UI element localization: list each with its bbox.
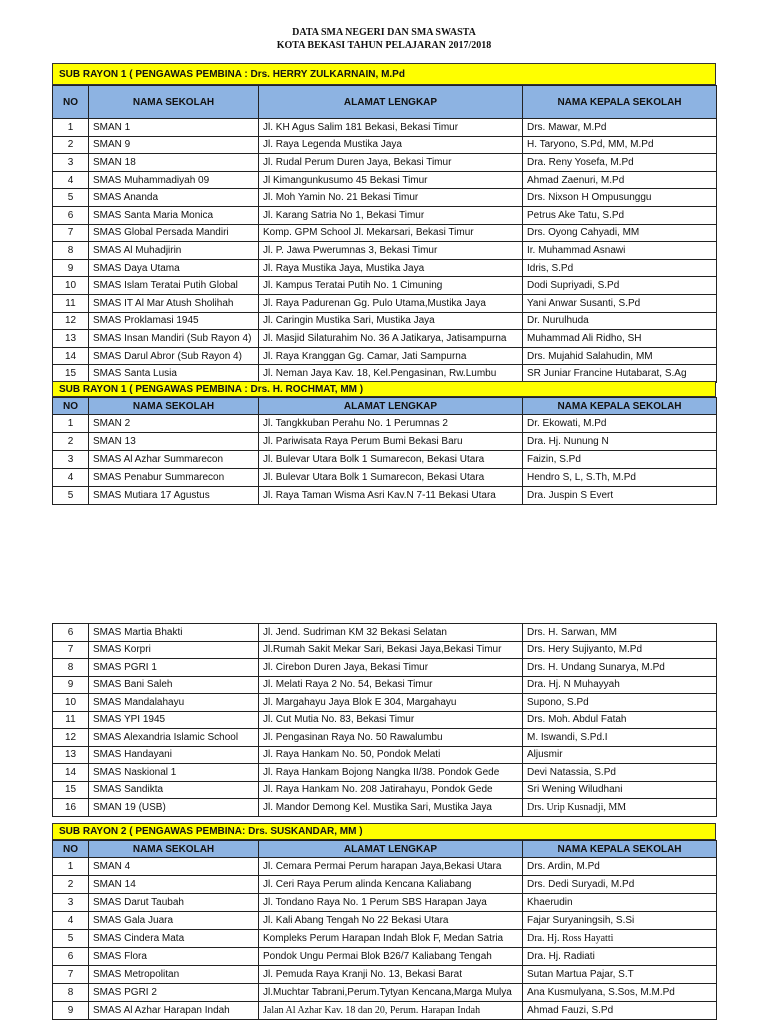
table-row — [53, 433, 717, 451]
cell-kepala: Drs. Mujahid Salahudin, MM — [523, 347, 717, 365]
cell-no: 12 — [53, 729, 89, 747]
cell-no: 4 — [53, 171, 89, 189]
cell-nama: SMAS Martia Bhakti — [89, 624, 259, 642]
cell-kepala: Drs. Urip Kusnadji, MM — [523, 799, 717, 817]
cell-alamat: Jl. Raya Legenda Mustika Jaya — [259, 136, 523, 154]
cell-kepala: Hendro S, L, S.Th, M.Pd — [523, 469, 717, 487]
header-no: NO — [53, 86, 89, 119]
header-nama: NAMA SEKOLAH — [89, 841, 259, 858]
cell-kepala: Sri Wening Wiludhani — [523, 781, 717, 799]
cell-nama: SMAN 13 — [89, 433, 259, 451]
cell-kepala: Dra. Juspin S Evert — [523, 487, 717, 505]
table-row — [53, 781, 717, 799]
cell-alamat: Jl. Kali Abang Tengah No 22 Bekasi Utara — [259, 912, 523, 930]
cell-no: 6 — [53, 948, 89, 966]
table-row — [53, 330, 717, 348]
cell-alamat: Jl. Rudal Perum Duren Jaya, Bekasi Timur — [259, 154, 523, 172]
cell-kepala: Dra. Hj. Radiati — [523, 948, 717, 966]
cell-nama: SMAS Mutiara 17 Agustus — [89, 487, 259, 505]
cell-kepala: Supono, S.Pd — [523, 694, 717, 712]
table-row — [53, 365, 717, 383]
cell-nama: SMAS Penabur Summarecon — [89, 469, 259, 487]
school-table — [52, 85, 717, 383]
school-table — [52, 397, 717, 505]
cell-alamat: Jl. Neman Jaya Kav. 18, Kel.Pengasinan, Rw.Lumbu — [259, 365, 523, 383]
cell-kepala: Ahmad Fauzi, S.Pd — [523, 1002, 717, 1020]
school-table — [52, 840, 717, 1020]
cell-nama: SMAS Santa Lusia — [89, 365, 259, 383]
table-row — [53, 912, 717, 930]
cell-nama: SMAS Cindera Mata — [89, 930, 259, 948]
table-row — [53, 930, 717, 948]
cell-alamat: Jl. Pariwisata Raya Perum Bumi Bekasi Baru — [259, 433, 523, 451]
cell-no: 9 — [53, 259, 89, 277]
cell-nama: SMAS Darul Abror (Sub Rayon 4) — [89, 347, 259, 365]
cell-nama: SMAN 2 — [89, 415, 259, 433]
cell-no: 3 — [53, 894, 89, 912]
table-row — [53, 277, 717, 295]
cell-no: 9 — [53, 676, 89, 694]
cell-alamat: Jl. Cut Mutia No. 83, Bekasi Timur — [259, 711, 523, 729]
cell-no: 4 — [53, 469, 89, 487]
cell-nama: SMAS Sandikta — [89, 781, 259, 799]
cell-nama: SMAN 1 — [89, 119, 259, 137]
cell-nama: SMAS Al Azhar Harapan Indah — [89, 1002, 259, 1020]
cell-kepala: Faizin, S.Pd — [523, 451, 717, 469]
cell-kepala: Dr. Nurulhuda — [523, 312, 717, 330]
table-row — [53, 876, 717, 894]
cell-alamat: Jl.Muchtar Tabrani,Perum.Tytyan Kencana,Marga Mulya — [259, 984, 523, 1002]
cell-alamat: Jl. Raya Mustika Jaya, Mustika Jaya — [259, 259, 523, 277]
cell-alamat: Jl. Bulevar Utara Bolk 1 Sumarecon, Bekasi Utara — [259, 451, 523, 469]
header-no: NO — [53, 841, 89, 858]
cell-nama: SMAN 14 — [89, 876, 259, 894]
cell-kepala: Drs. Mawar, M.Pd — [523, 119, 717, 137]
cell-kepala: Devi Natassia, S.Pd — [523, 764, 717, 782]
cell-no: 6 — [53, 624, 89, 642]
table-row — [53, 711, 717, 729]
cell-kepala: Dra. Hj. N Muhayyah — [523, 676, 717, 694]
cell-alamat: Jl Kimangunkusumo 45 Bekasi Timur — [259, 171, 523, 189]
cell-kepala: Ir. Muhammad Asnawi — [523, 242, 717, 260]
cell-no: 2 — [53, 433, 89, 451]
section-sub-rayon-1-continued — [52, 623, 716, 817]
cell-nama: SMAS Naskional 1 — [89, 764, 259, 782]
cell-no: 9 — [53, 1002, 89, 1020]
cell-alamat: Jl. Caringin Mustika Sari, Mustika Jaya — [259, 312, 523, 330]
table-row — [53, 894, 717, 912]
cell-alamat: Jl. Bulevar Utara Bolk 1 Sumarecon, Bekasi Utara — [259, 469, 523, 487]
table-row — [53, 189, 717, 207]
cell-kepala: Drs. Nixson H Ompusunggu — [523, 189, 717, 207]
cell-alamat: Jl. Pemuda Raya Kranji No. 13, Bekasi Barat — [259, 966, 523, 984]
cell-kepala: Drs. Moh. Abdul Fatah — [523, 711, 717, 729]
cell-kepala: Ahmad Zaenuri, M.Pd — [523, 171, 717, 189]
table-row — [53, 136, 717, 154]
cell-kepala: Drs. Dedi Suryadi, M.Pd — [523, 876, 717, 894]
cell-nama: SMAS Gala Juara — [89, 912, 259, 930]
cell-no: 8 — [53, 659, 89, 677]
header-kepala: NAMA KEPALA SEKOLAH — [523, 398, 717, 415]
cell-nama: SMAN 4 — [89, 858, 259, 876]
cell-kepala: Muhammad Ali Ridho, SH — [523, 330, 717, 348]
cell-no: 7 — [53, 224, 89, 242]
cell-alamat: Jl. Moh Yamin No. 21 Bekasi Timur — [259, 189, 523, 207]
cell-nama: SMAS Santa Maria Monica — [89, 206, 259, 224]
table-row — [53, 154, 717, 172]
cell-nama: SMAS Ananda — [89, 189, 259, 207]
cell-no: 15 — [53, 365, 89, 383]
header-no: NO — [53, 398, 89, 415]
cell-no: 3 — [53, 451, 89, 469]
cell-no: 1 — [53, 858, 89, 876]
cell-alamat: Jl. Raya Hankam Bojong Nangka II/38. Pondok Gede — [259, 764, 523, 782]
section-sub-rayon-1-rochmat — [52, 381, 716, 505]
table-row — [53, 451, 717, 469]
cell-kepala: Drs. Oyong Cahyadi, MM — [523, 224, 717, 242]
table-row — [53, 171, 717, 189]
section-title: SUB RAYON 2 ( PENGAWAS PEMBINA: Drs. SUSKANDAR, MM ) — [52, 823, 716, 840]
cell-no: 16 — [53, 799, 89, 817]
cell-nama: SMAN 9 — [89, 136, 259, 154]
school-table — [52, 623, 717, 817]
cell-no: 13 — [53, 330, 89, 348]
cell-alamat: Jl. Cemara Permai Perum harapan Jaya,Bekasi Utara — [259, 858, 523, 876]
cell-alamat: Pondok Ungu Permai Blok B26/7 Kaliabang Tengah — [259, 948, 523, 966]
cell-nama: SMAN 19 (USB) — [89, 799, 259, 817]
cell-no: 13 — [53, 746, 89, 764]
table-row — [53, 624, 717, 642]
table-row — [53, 1002, 717, 1020]
cell-no: 5 — [53, 487, 89, 505]
cell-kepala: Petrus Ake Tatu, S.Pd — [523, 206, 717, 224]
cell-no: 3 — [53, 154, 89, 172]
cell-alamat: Kompleks Perum Harapan Indah Blok F, Medan Satria — [259, 930, 523, 948]
table-row — [53, 984, 717, 1002]
cell-alamat: Jl.Rumah Sakit Mekar Sari, Bekasi Jaya,Bekasi Timur — [259, 641, 523, 659]
table-row — [53, 694, 717, 712]
section-title: SUB RAYON 1 ( PENGAWAS PEMBINA : Drs. H. ROCHMAT, MM ) — [52, 381, 716, 397]
cell-alamat: Jl. Tondano Raya No. 1 Perum SBS Harapan Jaya — [259, 894, 523, 912]
cell-no: 5 — [53, 189, 89, 207]
table-row — [53, 799, 717, 817]
table-row — [53, 659, 717, 677]
cell-nama: SMAS Al Azhar Summarecon — [89, 451, 259, 469]
cell-alamat: Jl. Cirebon Duren Jaya, Bekasi Timur — [259, 659, 523, 677]
table-row — [53, 119, 717, 137]
table-row — [53, 764, 717, 782]
cell-kepala: Drs. Ardin, M.Pd — [523, 858, 717, 876]
cell-alamat: Jl. Tangkkuban Perahu No. 1 Perumnas 2 — [259, 415, 523, 433]
cell-nama: SMAS Proklamasi 1945 — [89, 312, 259, 330]
cell-no: 1 — [53, 415, 89, 433]
cell-kepala: Dr. Ekowati, M.Pd — [523, 415, 717, 433]
header-kepala: NAMA KEPALA SEKOLAH — [523, 86, 717, 119]
table-row — [53, 259, 717, 277]
cell-alamat: Jl. Mandor Demong Kel. Mustika Sari, Mustika Jaya — [259, 799, 523, 817]
cell-nama: SMAS PGRI 1 — [89, 659, 259, 677]
cell-alamat: Jl. Melati Raya 2 No. 54, Bekasi Timur — [259, 676, 523, 694]
cell-kepala: Drs. H. Undang Sunarya, M.Pd — [523, 659, 717, 677]
cell-alamat: Jl. Karang Satria No 1, Bekasi Timur — [259, 206, 523, 224]
cell-no: 11 — [53, 711, 89, 729]
cell-kepala: SR Juniar Francine Hutabarat, S.Ag — [523, 365, 717, 383]
cell-no: 7 — [53, 641, 89, 659]
cell-no: 15 — [53, 781, 89, 799]
table-row — [53, 858, 717, 876]
cell-kepala: M. Iswandi, S.Pd.I — [523, 729, 717, 747]
cell-nama: SMAS Mandalahayu — [89, 694, 259, 712]
section-sub-rayon-2 — [52, 823, 716, 1020]
cell-nama: SMAS Darut Taubah — [89, 894, 259, 912]
cell-no: 4 — [53, 912, 89, 930]
cell-kepala: Idris, S.Pd — [523, 259, 717, 277]
table-row — [53, 294, 717, 312]
section-sub-rayon-1-herry — [52, 63, 716, 383]
table-header-row — [53, 398, 717, 415]
cell-kepala: Khaerudin — [523, 894, 717, 912]
table-row — [53, 242, 717, 260]
table-row — [53, 948, 717, 966]
cell-alamat: Jl. Raya Hankam No. 208 Jatirahayu, Pondok Gede — [259, 781, 523, 799]
cell-alamat: Jl. Raya Padurenan Gg. Pulo Utama,Mustika Jaya — [259, 294, 523, 312]
table-header-row — [53, 86, 717, 119]
cell-nama: SMAS IT Al Mar Atush Sholihah — [89, 294, 259, 312]
table-row — [53, 415, 717, 433]
cell-kepala: Dra. Reny Yosefa, M.Pd — [523, 154, 717, 172]
cell-no: 8 — [53, 984, 89, 1002]
cell-no: 6 — [53, 206, 89, 224]
table-row — [53, 312, 717, 330]
cell-kepala: Dra. Hj. Nunung N — [523, 433, 717, 451]
table-row — [53, 746, 717, 764]
cell-kepala: Ana Kusmulyana, S.Sos, M.M.Pd — [523, 984, 717, 1002]
cell-no: 12 — [53, 312, 89, 330]
cell-alamat: Jl. Raya Taman Wisma Asri Kav.N 7-11 Bekasi Utara — [259, 487, 523, 505]
cell-kepala: H. Taryono, S.Pd, MM, M.Pd — [523, 136, 717, 154]
cell-kepala: Fajar Suryaningsih, S.Si — [523, 912, 717, 930]
table-header-row — [53, 841, 717, 858]
table-row — [53, 224, 717, 242]
cell-no: 1 — [53, 119, 89, 137]
cell-nama: SMAS Flora — [89, 948, 259, 966]
header-alamat: ALAMAT LENGKAP — [259, 398, 523, 415]
cell-kepala: Sutan Martua Pajar, S.T — [523, 966, 717, 984]
cell-alamat: Jl. KH Agus Salim 181 Bekasi, Bekasi Timur — [259, 119, 523, 137]
cell-alamat: Jl. Kampus Teratai Putih No. 1 Cimuning — [259, 277, 523, 295]
cell-nama: SMAS Islam Teratai Putih Global — [89, 277, 259, 295]
table-row — [53, 641, 717, 659]
header-alamat: ALAMAT LENGKAP — [259, 841, 523, 858]
cell-no: 7 — [53, 966, 89, 984]
cell-no: 10 — [53, 694, 89, 712]
cell-no: 14 — [53, 347, 89, 365]
header-alamat: ALAMAT LENGKAP — [259, 86, 523, 119]
cell-alamat: Jalan Al Azhar Kav. 18 dan 20, Perum. Harapan Indah — [259, 1002, 523, 1020]
cell-alamat: Jl. Margahayu Jaya Blok E 304, Margahayu — [259, 694, 523, 712]
table-row — [53, 469, 717, 487]
table-row — [53, 676, 717, 694]
table-row — [53, 347, 717, 365]
cell-alamat: Jl. Raya Hankam No. 50, Pondok Melati — [259, 746, 523, 764]
table-row — [53, 487, 717, 505]
cell-kepala: Drs. Hery Sujiyanto, M.Pd — [523, 641, 717, 659]
cell-no: 8 — [53, 242, 89, 260]
cell-no: 10 — [53, 277, 89, 295]
cell-kepala: Drs. H. Sarwan, MM — [523, 624, 717, 642]
cell-nama: SMAN 18 — [89, 154, 259, 172]
cell-no: 14 — [53, 764, 89, 782]
cell-nama: SMAS Insan Mandiri (Sub Rayon 4) — [89, 330, 259, 348]
cell-nama: SMAS Muhammadiyah 09 — [89, 171, 259, 189]
document-subtitle: KOTA BEKASI TAHUN PELAJARAN 2017/2018 — [276, 40, 492, 51]
cell-alamat: Jl. Pengasinan Raya No. 50 Rawalumbu — [259, 729, 523, 747]
cell-nama: SMAS YPI 1945 — [89, 711, 259, 729]
cell-nama: SMAS Alexandria Islamic School — [89, 729, 259, 747]
cell-alamat: Komp. GPM School Jl. Mekarsari, Bekasi Timur — [259, 224, 523, 242]
table-row — [53, 206, 717, 224]
header-nama: NAMA SEKOLAH — [89, 86, 259, 119]
cell-kepala: Aljusmir — [523, 746, 717, 764]
document-title: DATA SMA NEGERI DAN SMA SWASTA — [292, 27, 476, 38]
cell-nama: SMAS Global Persada Mandiri — [89, 224, 259, 242]
table-row — [53, 729, 717, 747]
cell-no: 11 — [53, 294, 89, 312]
cell-alamat: Jl. Masjid Silaturahim No. 36 A Jatikarya, Jatisampurna — [259, 330, 523, 348]
cell-alamat: Jl. P. Jawa Pwerumnas 3, Bekasi Timur — [259, 242, 523, 260]
cell-nama: SMAS Metropolitan — [89, 966, 259, 984]
cell-kepala: Dodi Supriyadi, S.Pd — [523, 277, 717, 295]
cell-no: 2 — [53, 136, 89, 154]
cell-no: 2 — [53, 876, 89, 894]
table-row — [53, 966, 717, 984]
cell-kepala: Yani Anwar Susanti, S.Pd — [523, 294, 717, 312]
cell-alamat: Jl. Raya Kranggan Gg. Camar, Jati Sampurna — [259, 347, 523, 365]
cell-nama: SMAS Korpri — [89, 641, 259, 659]
cell-nama: SMAS PGRI 2 — [89, 984, 259, 1002]
cell-alamat: Jl. Ceri Raya Perum alinda Kencana Kaliabang — [259, 876, 523, 894]
header-nama: NAMA SEKOLAH — [89, 398, 259, 415]
cell-alamat: Jl. Jend. Sudriman KM 32 Bekasi Selatan — [259, 624, 523, 642]
header-kepala: NAMA KEPALA SEKOLAH — [523, 841, 717, 858]
cell-no: 5 — [53, 930, 89, 948]
cell-nama: SMAS Bani Saleh — [89, 676, 259, 694]
cell-nama: SMAS Daya Utama — [89, 259, 259, 277]
section-title: SUB RAYON 1 ( PENGAWAS PEMBINA : Drs. HERRY ZULKARNAIN, M.Pd — [52, 63, 716, 85]
cell-kepala: Dra. Hj. Ross Hayatti — [523, 930, 717, 948]
cell-nama: SMAS Al Muhadjirin — [89, 242, 259, 260]
cell-nama: SMAS Handayani — [89, 746, 259, 764]
